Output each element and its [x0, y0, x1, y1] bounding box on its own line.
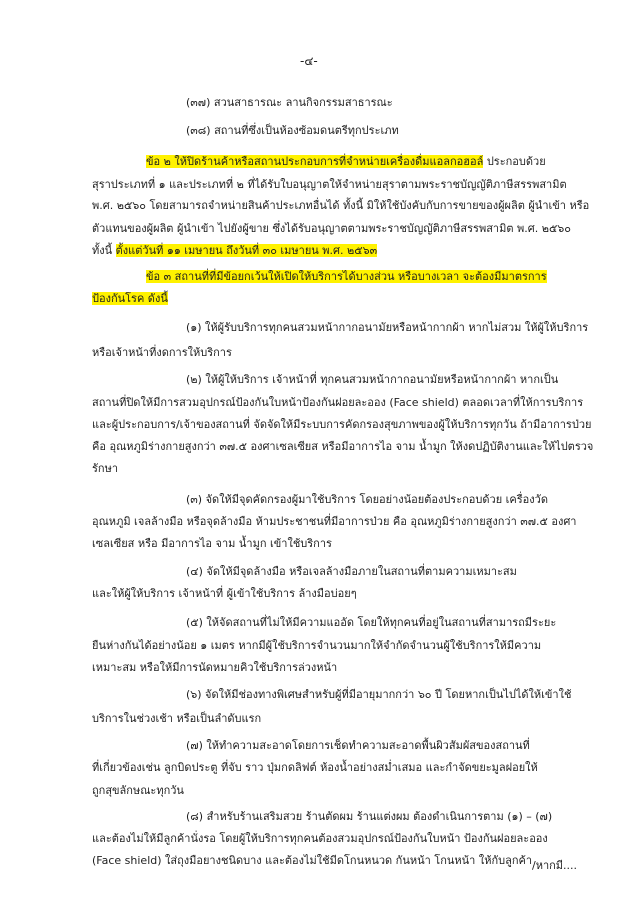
- clause3-line: (๕) ให้จัดสถานที่ไม่ให้มีความแออัด โดยให้ทุกคนที่อยู่ในสถานที่สามารถมีระยะ: [186, 616, 557, 629]
- clause3-line: (๘) สำหรับร้านเสริมสวย ร้านตัดผม ร้านแต่งผม ต้องดำเนินการตาม (๑) – (๗): [186, 810, 553, 823]
- clause3-line: (๒) ให้ผู้ให้บริการ เจ้าหน้าที่ ทุกคนสวมหน้ากากอนามัยหรือหน้ากากผ้า หากเป็น: [186, 373, 559, 386]
- clause3-line: สถานที่ปิดให้มีการสวมอุปกรณ์ป้องกันใบหน้าป้องกันฝอยละออง (Face shield) ตลอดเวลาที่ให้การบริการ: [92, 396, 584, 409]
- clause3-line: (Face shield) ใส่ถุงมือยางชนิดบาง และต้องไม่ใช้มีดโกนหนวด กันหน้า โกนหน้า ให้กับลูกค้า: [92, 854, 533, 867]
- clause3-line: และผู้ประกอบการ/เจ้าของสถานที่ จัดจัดให้มีระบบการคัดกรองสุขภาพของผู้ให้บริการทุกวัน ถ้ามีอาการป่วย: [92, 418, 592, 431]
- clause3-heading-line2: [92, 292, 168, 306]
- clause3-line: ที่เกี่ยวข้องเช่น ลูกบิดประตู ที่จับ ราว ปุ่มกดลิฟต์ ห้องน้ำอย่างสม่ำเสมอ และกำจัดขยะมูลฝอยให้: [92, 761, 538, 774]
- clause2-line2: สุราประเภทที่ ๑ และประเภทที่ ๒ ที่ได้รับใบอนุญาตให้จำหน่ายสุราตามพระราชบัญญัติภาษีสรรพสามิต: [92, 178, 567, 191]
- clause2-line4: ตัวแทนของผู้ผลิต ผู้นำเข้า ไปยังผู้ขาย ซึ่งได้รับอนุญาตตามพระราชบัญญัติภาษีสรรพสามิต พ.ศ. ๒๕๖๐: [92, 222, 571, 235]
- clause3-line: และต้องไม่ให้มีลูกค้านั่งรอ โดยผู้ให้บริการทุกคนต้องสวมอุปกรณ์ป้องกันใบหน้า ป้องกันฝอยละออง: [92, 832, 548, 845]
- clause3-line: (๓) จัดให้มีจุดคัดกรองผู้มาใช้บริการ โดยอย่างน้อยต้องประกอบด้วย เครื่องวัด: [186, 493, 548, 506]
- clause3-heading-cont: ป้องกันโรค ดังนี้: [92, 292, 168, 305]
- continuation-footer: /หากมี....: [532, 859, 578, 872]
- clause3-line: (๑) ให้ผู้รับบริการทุกคนสวมหน้ากากอนามัยหรือหน้ากากผ้า หากไม่สวม ให้ผู้ให้บริการ: [186, 321, 589, 334]
- clause2-line3: พ.ศ. ๒๕๖๐ โดยสามารถจำหน่ายสินค้าประเภทอื่นได้ ทั้งนี้ มิให้ใช้บังคับกับการขายของผู้ผลิต ผู้นำเข้า หรือ: [92, 199, 590, 212]
- clause3-heading-line1: [146, 270, 547, 284]
- clause2-line1: [146, 155, 546, 169]
- clause3-line: และให้ผู้ให้บริการ เจ้าหน้าที่ ผู้เข้าใช้บริการ ล้างมือบ่อยๆ: [92, 587, 357, 600]
- clause2-line5-prefix: ทั้งนี้: [92, 244, 116, 257]
- clause3-line: อุณหภูมิ เจลล้างมือ หรือจุดล้างมือ ห้ามประชาชนที่มีอาการป่วย คือ อุณหภูมิร่างกายสูงกว่า ๓๗.๕ องศา: [92, 515, 577, 528]
- clause3-line: (๗) ให้ทำความสะอาดโดยการเช็ดทำความสะอาดพื้นผิวสัมผัสของสถานที่: [186, 739, 530, 752]
- clause2-line1-rest: ประกอบด้วย: [483, 155, 546, 168]
- clause3-line: คือ อุณหภูมิร่างกายสูงกว่า ๓๗.๕ องศาเซลเซียส หรือมีอาการไอ จาม น้ำมูก ให้งดปฏิบัติงานและให้ไปตรวจ: [92, 440, 594, 453]
- item-37: (๓๗) สวนสาธารณะ ลานกิจกรรมสาธารณะ: [186, 96, 393, 109]
- clause3-line: เซลเซียส หรือ มีอาการไอ จาม น้ำมูก เข้าใช้บริการ: [92, 537, 332, 550]
- clause3-line: หรือเจ้าหน้าที่งดการให้บริการ: [92, 346, 232, 359]
- clause2-line5: [92, 244, 377, 258]
- clause3-line: (๖) จัดให้มีช่องทางพิเศษสำหรับผู้ที่มีอายุมากกว่า ๖๐ ปี โดยหากเป็นไปได้ให้เข้าใช้: [186, 688, 572, 701]
- clause3-line: บริการในช่วงเช้า หรือเป็นลำดับแรก: [92, 712, 262, 725]
- clause2-heading: ข้อ ๒ ให้ปิดร้านค้าหรือสถานประกอบการที่จำหน่ายเครื่องดื่มแอลกอฮอล์: [146, 155, 484, 168]
- clause3-line: ยืนห่างกันได้อย่างน้อย ๑ เมตร หากมีผู้ใช้บริการจำนวนมากให้จำกัดจำนวนผู้ใช้บริการให้มีความ: [92, 639, 542, 652]
- clause3-line: (๔) จัดให้มีจุดล้างมือ หรือเจลล้างมือภายในสถานที่ตามความเหมาะสม: [186, 565, 517, 578]
- item-38: (๓๘) สถานที่ซึ่งเป็นห้องซ้อมดนตรีทุกประเภท: [186, 124, 399, 137]
- clause3-line: ถูกสุขลักษณะทุกวัน: [92, 784, 184, 797]
- page-number: -๔-: [300, 54, 318, 68]
- clause2-date-range: ตั้งแต่วันที่ ๑๑ เมษายน ถึงวันที่ ๓๐ เมษายน พ.ศ. ๒๕๖๓: [115, 244, 378, 257]
- clause3-heading: ข้อ ๓ สถานที่ที่มีข้อยกเว้นให้เปิดให้บริการได้บางส่วน หรือบางเวลา จะต้องมีมาตรการ: [146, 270, 547, 283]
- clause3-line: เหมาะสม หรือให้มีการนัดหมายคิวใช้บริการล่วงหน้า: [92, 661, 338, 674]
- clause3-line: รักษา: [92, 462, 118, 475]
